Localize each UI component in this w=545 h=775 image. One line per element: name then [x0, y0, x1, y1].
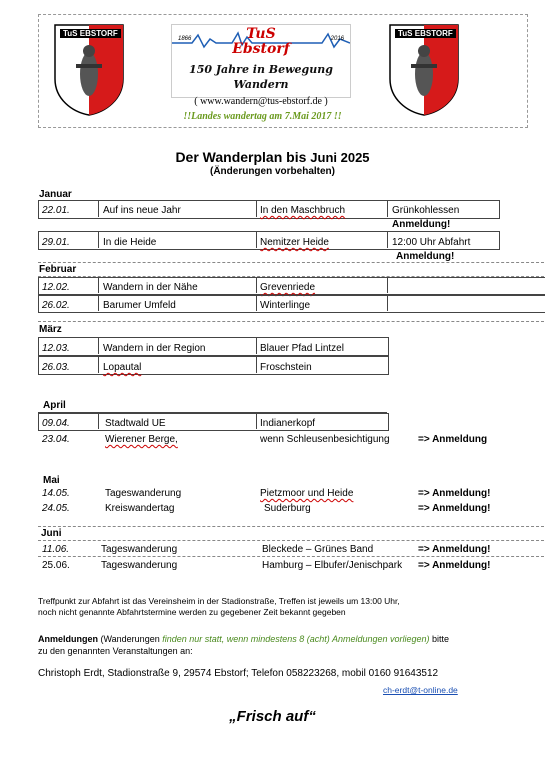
- table-row: [38, 413, 389, 431]
- row-date: 11.06.: [42, 544, 70, 555]
- row-place: Suderburg: [264, 503, 311, 514]
- row-place: Hamburg – Elbufer/Jenischpark: [262, 560, 403, 571]
- crest-label: TuS EBSTORF: [60, 29, 121, 38]
- row-place: Indianerkopf: [260, 418, 316, 429]
- club-crest-left: [54, 24, 124, 116]
- month-mai: Mai: [43, 475, 60, 486]
- row-date: 24.05.: [42, 503, 70, 514]
- anniversary-banner: [171, 24, 351, 98]
- crest-label: TuS EBSTORF: [395, 29, 456, 38]
- row-name: Tageswanderung: [101, 560, 178, 571]
- row-date: 12.03.: [42, 343, 70, 354]
- month-januar: Januar: [39, 189, 72, 200]
- row-place: Nemitzer Heide: [260, 237, 329, 248]
- row-date: 26.03.: [42, 362, 70, 373]
- row-date: 22.01.: [42, 205, 70, 216]
- row-name: Wandern in der Nähe: [103, 282, 198, 293]
- row-note: Anmeldung!: [392, 219, 451, 230]
- row-name: Tageswanderung: [101, 544, 178, 555]
- treffpunkt-line1: Treffpunkt zur Abfahrt ist das Vereinsheim in der Stadionstraße, Treffen ist jeweils um 13:00 Uhr,: [38, 596, 400, 606]
- row-name: Barumer Umfeld: [103, 300, 176, 311]
- row-place: Grevenriede: [260, 282, 316, 293]
- row-name: Kreiswandertag: [105, 503, 175, 514]
- row-place: Pietzmoor und Heide: [260, 488, 354, 499]
- row-name: Stadtwald UE: [105, 418, 166, 429]
- row-place: Froschstein: [260, 362, 312, 373]
- row-name: Lopautal: [103, 362, 142, 373]
- row-date: 12.02.: [42, 282, 70, 293]
- row-name: Tageswanderung: [105, 488, 182, 499]
- row-date: 25.06.: [42, 560, 70, 571]
- row-extra: => Anmeldung!: [418, 544, 491, 555]
- row-date: 14.05.: [42, 488, 70, 499]
- row-extra: => Anmeldung!: [418, 560, 491, 571]
- month-maerz: März: [39, 324, 62, 335]
- title-date: Juni 2025: [310, 150, 370, 165]
- anmeldungen-label: Anmeldungen: [38, 634, 98, 644]
- website-text: ( www.wandern@tus-ebstorf.de ): [194, 96, 328, 107]
- email-link[interactable]: ch-erdt@t-online.de: [383, 685, 458, 695]
- table-row: [38, 356, 389, 375]
- row-place: Blauer Pfad Lintzel: [260, 343, 344, 354]
- banner-title-line1: TuS: [246, 26, 276, 42]
- row-name: Wandern in der Region: [103, 343, 206, 354]
- row-place: wenn Schleusenbesichtigung: [260, 434, 390, 445]
- banner-line4: Wandern: [233, 78, 289, 91]
- banner-year-end: 2016: [330, 36, 344, 42]
- landeswandertag-text: !!Landes wandertag am 7.Mai 2017 !!: [183, 111, 342, 122]
- month-juni: Juni: [41, 528, 62, 539]
- row-place: In den Maschbruch: [260, 205, 346, 216]
- banner-title-line2: Ebstorf: [232, 41, 290, 57]
- banner-year-start: 1866: [178, 36, 192, 42]
- row-extra: => Anmeldung!: [418, 503, 491, 514]
- row-date: 23.04.: [42, 434, 70, 445]
- row-date: 26.02.: [42, 300, 70, 311]
- row-date: 09.04.: [42, 418, 70, 429]
- anmeldungen-open: (Wanderungen: [98, 634, 163, 644]
- row-place: Bleckede – Grünes Band: [262, 544, 374, 555]
- anmeldungen-condition: finden nur statt, wenn mindestens 8 (acht) Anmeldungen vorliegen): [162, 634, 430, 644]
- banner-line3: 150 Jahre in Bewegung: [189, 63, 333, 76]
- treffpunkt-line2: noch nicht genannte Abfahrtstermine werden zu gegebener Zeit bekannt gegeben: [38, 607, 346, 617]
- row-date: 29.01.: [42, 237, 70, 248]
- row-name: Wierener Berge,: [105, 434, 178, 445]
- row-extra: 12:00 Uhr Abfahrt: [392, 237, 471, 248]
- page-title: [0, 149, 545, 165]
- anmeldungen-line2: zu den genannten Veranstaltungen an:: [38, 646, 193, 656]
- closing-slogan: „Frisch auf“: [229, 708, 316, 725]
- title-main: Der Wanderplan bis: [175, 149, 311, 165]
- month-april: April: [43, 400, 66, 411]
- row-place: Winterlinge: [260, 300, 311, 311]
- row-extra: Grünkohlessen: [392, 205, 460, 216]
- month-februar: Februar: [39, 264, 77, 275]
- row-extra: => Anmeldung: [418, 434, 488, 445]
- anmeldungen-line1: [38, 634, 543, 645]
- contact-line: Christoph Erdt, Stadionstraße 9, 29574 Ebstorf; Telefon 058223268, mobil 0160 91643512: [38, 668, 439, 679]
- anmeldungen-tail: bitte: [429, 634, 450, 644]
- club-crest-right: [389, 24, 459, 116]
- page-subtitle: (Änderungen vorbehalten): [209, 166, 335, 177]
- row-name: Auf ins neue Jahr: [103, 205, 181, 216]
- row-extra: => Anmeldung!: [418, 488, 491, 499]
- row-name: In die Heide: [103, 237, 157, 248]
- row-note: Anmeldung!: [396, 251, 455, 262]
